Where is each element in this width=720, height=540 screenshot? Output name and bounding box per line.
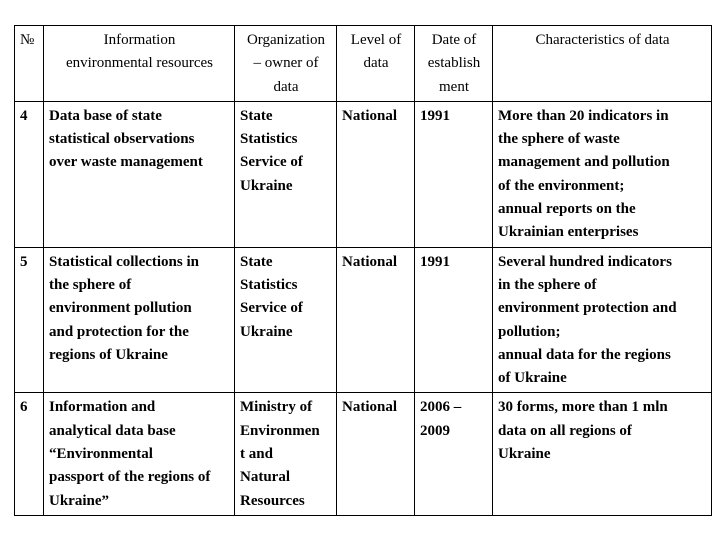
table-row (15, 393, 712, 515)
cell-level: National (337, 247, 415, 393)
header-characteristics: Characteristics of data (493, 26, 712, 102)
cell-resource: Statistical collections in the sphere of environment pollution and protection for the regions of Ukraine (44, 247, 235, 393)
cell-date: 2006 – 2009 (415, 393, 493, 515)
header-organization-owner: Organization – owner of data (235, 26, 337, 102)
cell-owner: State Statistics Service of Ukraine (235, 101, 337, 247)
header-information-resources: Information environmental resources (44, 26, 235, 102)
cell-owner: State Statistics Service of Ukraine (235, 247, 337, 393)
cell-characteristics: 30 forms, more than 1 mln data on all regions of Ukraine (493, 393, 712, 515)
cell-level: National (337, 101, 415, 247)
cell-level: National (337, 393, 415, 515)
cell-characteristics: More than 20 indicators in the sphere of waste management and pollution of the environment; annual reports on the Ukrainian enterprises (493, 101, 712, 247)
environmental-resources-table (14, 25, 712, 516)
cell-date: 1991 (415, 101, 493, 247)
cell-resource: Data base of state statistical observations over waste management (44, 101, 235, 247)
cell-number: 5 (15, 247, 44, 393)
cell-resource: Information and analytical data base “Environmental passport of the regions of Ukraine” (44, 393, 235, 515)
cell-number: 6 (15, 393, 44, 515)
cell-owner: Ministry of Environmen t and Natural Resources (235, 393, 337, 515)
table-row (15, 247, 712, 393)
header-number: № (15, 26, 44, 102)
cell-number: 4 (15, 101, 44, 247)
table-row (15, 101, 712, 247)
table-header-row (15, 26, 712, 102)
cell-date: 1991 (415, 247, 493, 393)
header-date-of-establishment: Date of establish ment (415, 26, 493, 102)
header-level-of-data: Level of data (337, 26, 415, 102)
cell-characteristics: Several hundred indicators in the sphere of environment protection and pollution; annual data for the regions of Ukraine (493, 247, 712, 393)
